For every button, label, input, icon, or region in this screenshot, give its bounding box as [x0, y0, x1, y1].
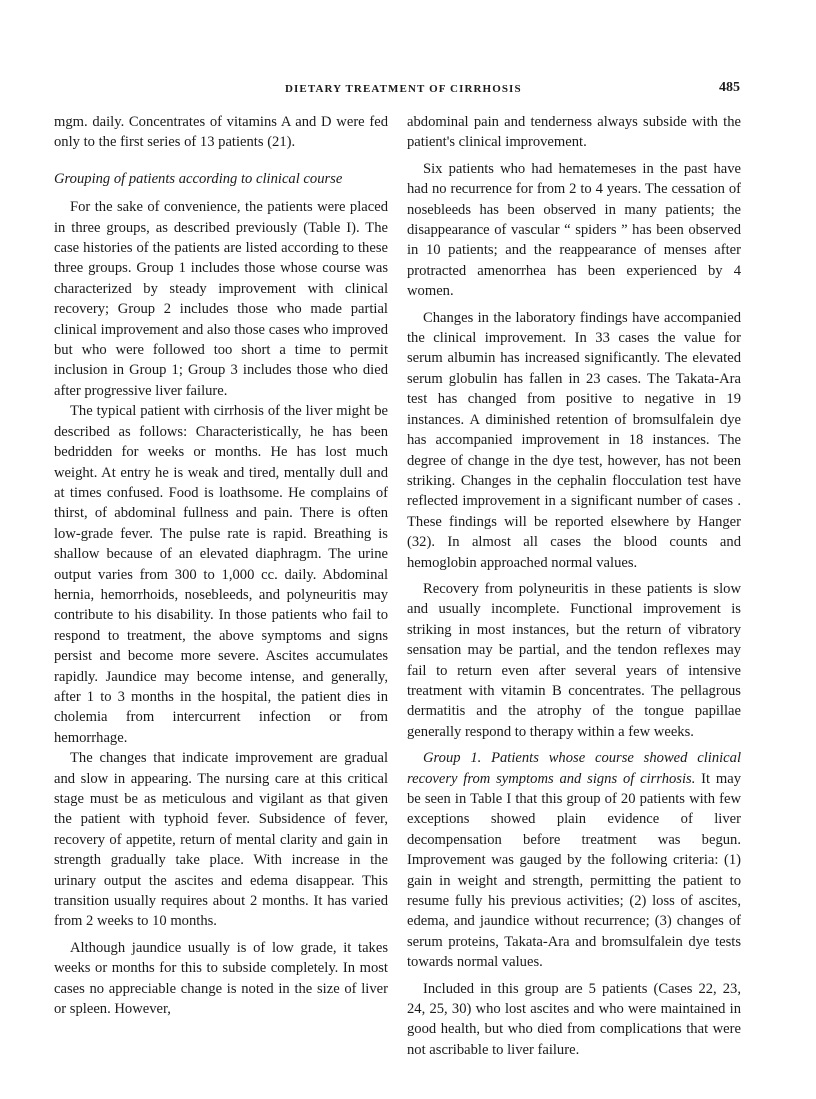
section-heading: Grouping of patients according to clinical course [54, 170, 343, 187]
paragraph: mgm. daily. Concentrates of vitamins A and D were fed only to the first series of 13 patients (21). [54, 114, 388, 151]
page-number: 485 [719, 80, 740, 95]
paragraph: Although jaundice usually is of low grade, it takes weeks or months for this to subside completely. In most cases no appreciable change is noted in the size of liver or spleen. However, [54, 939, 388, 1018]
group-1-run-in-heading: Group 1. Patients whose course showed clinical recovery from symptoms and signs of cirrhosis. [407, 750, 741, 787]
paragraph: Included in this group are 5 patients (Cases 22, 23, 24, 25, 30) who lost ascites and who were maintained in good health, but who died from complications that were not ascribable to liver failure. [407, 980, 741, 1058]
paragraph: Changes in the laboratory findings have accompanied the clinical improvement. In 33 cases the value for serum albumin has increased significantly. The elevated serum globulin has fallen in 23 cases. The Takata-Ara test has changed from positive to negative in 19 instances. A diminished retention of bromsulfalein dye has accompanied improvement in 18 instances. The degree of change in the dye test, however, has not been striking. Changes in the cephalin flocculation test have reflected improvement in a significant number of cases . These findings will be reported elsewhere by Hanger (32). In almost all cases the blood counts and hemoglobin approached normal values. [407, 309, 741, 571]
right-column [407, 112, 741, 1060]
running-head: DIETARY TREATMENT OF CIRRHOSIS [285, 83, 522, 95]
paragraph: For the sake of convenience, the patients were placed in three groups, as described previously (Table I). The case histories of the patients are listed according to these three groups. Group 1 includes those whose course was characterized by steady improvement with clinical recovery; Group 2 includes those who made partial clinical improvement and also those cases who improved but who were followed too short a time to permit inclusion in Group 1; Group 3 includes those who died after progressive liver failure. [54, 199, 388, 399]
paragraph: The changes that indicate improvement are gradual and slow in appearing. The nursing care at this critical stage must be as meticulous and vigilant as that given the patient with typhoid fever. Subsidence of fever, recovery of appetite, return of mental clarity and gain in strength gradually take place. With increase in the urinary output the ascites and edema disappear. This transition usually requires about 2 months. It has varied from 2 weeks to 10 months. [54, 750, 388, 930]
left-column [54, 112, 388, 1019]
paragraph: Recovery from polyneuritis in these patients is slow and usually incomplete. Functional improvement is striking in most instances, but the return of vibratory sensation may be partial, and the tendon reflexes may fail to return even after several years of intensive treatment with vitamin B concentrates. The pellagrous dermatitis and the atrophy of the tongue papillae generally respond to therapy within a few weeks. [407, 580, 741, 740]
paragraph [407, 748, 741, 972]
paragraph-body: It may be seen in Table I that this group of 20 patients with few exceptions showed plain evidence of liver decompensation before treatment was begun. Improvement was gauged by the following criteria: (1) gain in weight and strength, permitting the patient to resume fully his previous activities; (2) loss of ascites, edema, and jaundice without recurrence; (3) changes of serum proteins, Takata-Ara and bromsulfalein dye tests towards normal values. [407, 770, 741, 971]
paragraph: The typical patient with cirrhosis of the liver might be described as follows: Characteristically, he has been bedridden for weeks or months. He has lost much weight. At entry he is weak and tired, mentally dull and at times confused. Food is loathsome. He complains of thirst, of abdominal fullness and pain. There is often low-grade fever. The pulse rate is rapid. Breathing is shallow because of an elevated diaphragm. The urine output varies from 300 to 1,000 cc. daily. Abdominal hernia, hemorrhoids, nosebleeds, and polyneuritis may contribute to his disability. In those patients who fail to respond to treatment, the above symptoms and signs persist and become more severe. Ascites accumulates rapidly. Jaundice may become intense, and generally, after 1 to 3 months in the hospital, the patient dies in cholemia from intercurrent infection or from hemorrhage. [54, 403, 388, 746]
paragraph: abdominal pain and tenderness always subside with the patient's clinical improvement. [407, 114, 741, 151]
paragraph: Six patients who had hematemeses in the past have had no recurrence for from 2 to 4 years. The cessation of nosebleeds has been observed in many patients; the disappearance of vascular “ spiders ” has been observed in 10 patients; and the reappearance of menses after protracted amenorrhea has been experienced by 4 women. [407, 160, 741, 300]
